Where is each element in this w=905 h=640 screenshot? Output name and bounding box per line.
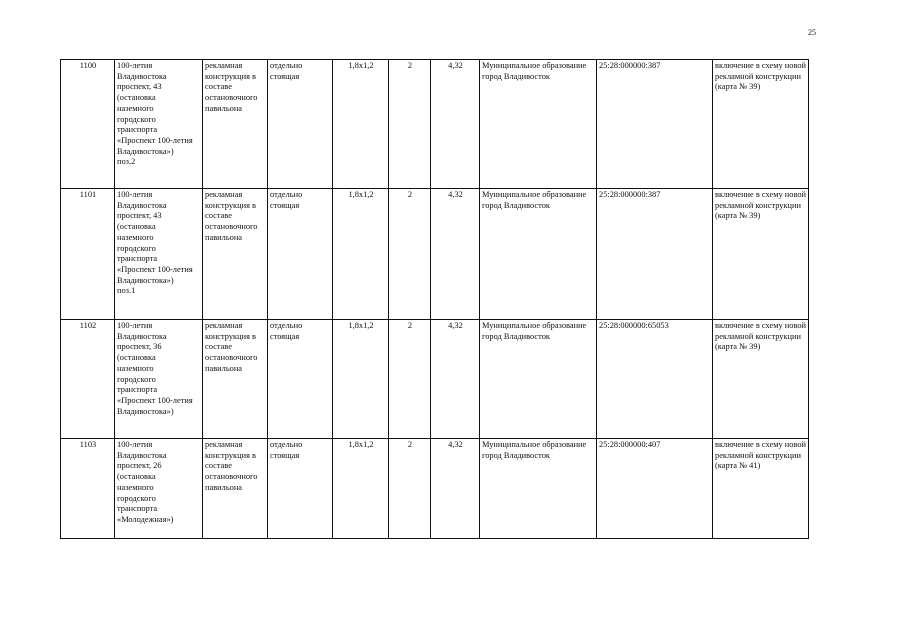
note-line: включение в схему новой [715,190,807,199]
type-line: остановочного [205,472,258,482]
kind-line: отдельно [270,190,303,199]
kind-line: отдельно [270,321,303,330]
type-line: составе [205,211,232,221]
size-cell: 1,8x1,2 [333,189,389,320]
address-line: наземного [117,103,154,113]
note-line: рекламной конструкции [715,450,801,460]
address-line: проспект, 43 [117,82,162,92]
table-row [61,439,809,539]
type-line: рекламная [205,321,243,330]
address-line: проспект, 36 [117,342,162,352]
type-line: павильона [205,482,243,492]
placement-kind-cell [268,439,333,539]
owner-line: Муниципальное образование [482,440,587,449]
type-line: павильона [205,103,243,113]
address-line: (остановка [117,472,156,482]
type-line: рекламная [205,190,243,199]
area-cell: 4,32 [431,320,480,439]
structure-type-cell [203,60,268,189]
structure-type-cell [203,320,268,439]
sides-cell: 2 [389,320,431,439]
type-line: остановочного [205,353,258,363]
note-line: (карта № 39) [715,211,761,221]
address-line: городского [117,374,156,384]
address-line: (остановка [117,222,156,232]
owner-line: город Владивосток [482,450,550,460]
owner-cell [480,189,597,320]
type-line: рекламная [205,61,243,70]
row-number: 1100 [61,60,115,189]
note-line: рекламной конструкции [715,331,801,341]
owner-line: город Владивосток [482,200,550,210]
note-line: включение в схему новой [715,321,807,330]
address-line: Владивостока [117,200,167,210]
type-line: составе [205,82,232,92]
address-line: 100-летия [117,440,153,449]
address-cell [115,320,203,439]
kind-line: стоящая [270,331,300,341]
structure-type-cell [203,189,268,320]
type-line: конструкция в [205,71,256,81]
owner-line: Муниципальное образование [482,321,587,330]
address-line: городского [117,114,156,124]
type-line: павильона [205,232,243,242]
address-line: 100-летия [117,61,153,70]
placement-kind-cell [268,60,333,189]
owner-line: город Владивосток [482,331,550,341]
sides-cell: 2 [389,60,431,189]
address-line: транспорта [117,504,158,514]
kind-line: стоящая [270,450,300,460]
address-line: «Проспект 100-летия [117,395,193,405]
size-cell: 1,8x1,2 [333,439,389,539]
address-line: Владивостока [117,450,167,460]
address-line: 100-летия [117,321,153,330]
cadastral-number-cell: 25:28:000000:65053 [597,320,713,439]
address-line: Владивостока») [117,406,174,416]
address-line: (остановка [117,93,156,103]
address-cell [115,189,203,320]
address-line: городского [117,243,156,253]
note-line: рекламной конструкции [715,200,801,210]
address-line: транспорта [117,385,158,395]
note-cell [713,189,809,320]
cadastral-number-cell: 25:28:000000:387 [597,60,713,189]
note-line: включение в схему новой [715,440,807,449]
address-line: Владивостока [117,331,167,341]
owner-line: Муниципальное образование [482,190,587,199]
sides-cell: 2 [389,439,431,539]
sides-cell: 2 [389,189,431,320]
table-row [61,60,809,189]
address-line: «Молодежная») [117,514,174,524]
note-line: (карта № 41) [715,461,761,471]
advertising-structures-table [60,59,809,539]
owner-line: город Владивосток [482,71,550,81]
address-line: наземного [117,482,154,492]
kind-line: стоящая [270,71,300,81]
size-cell: 1,8x1,2 [333,320,389,439]
address-line: проспект, 43 [117,211,162,221]
note-cell [713,320,809,439]
type-line: конструкция в [205,450,256,460]
address-cell [115,439,203,539]
owner-cell [480,439,597,539]
size-cell: 1,8x1,2 [333,60,389,189]
kind-line: отдельно [270,61,303,70]
note-cell [713,60,809,189]
address-line: наземного [117,232,154,242]
placement-kind-cell [268,189,333,320]
owner-line: Муниципальное образование [482,61,587,70]
address-line: наземного [117,363,154,373]
note-cell [713,439,809,539]
type-line: рекламная [205,440,243,449]
address-line: городского [117,493,156,503]
kind-line: отдельно [270,440,303,449]
address-line: (остановка [117,353,156,363]
area-cell: 4,32 [431,439,480,539]
row-number: 1101 [61,189,115,320]
type-line: остановочного [205,93,258,103]
address-line: поз.2 [117,157,136,167]
type-line: остановочного [205,222,258,232]
owner-cell [480,320,597,439]
row-number: 1103 [61,439,115,539]
address-line: проспект, 26 [117,461,162,471]
cadastral-number-cell: 25:28:000000:407 [597,439,713,539]
address-cell [115,60,203,189]
note-line: включение в схему новой [715,61,807,70]
owner-cell [480,60,597,189]
address-line: транспорта [117,125,158,135]
address-line: Владивостока») [117,275,174,285]
address-line: Владивостока») [117,146,174,156]
note-line: (карта № 39) [715,342,761,352]
address-line: поз.1 [117,286,136,296]
page-number: 25 [808,28,816,37]
row-number: 1102 [61,320,115,439]
type-line: составе [205,342,232,352]
address-line: «Проспект 100-летия [117,264,193,274]
address-line: транспорта [117,254,158,264]
table-row [61,320,809,439]
structure-type-cell [203,439,268,539]
address-line: «Проспект 100-летия [117,135,193,145]
type-line: конструкция в [205,331,256,341]
note-line: (карта № 39) [715,82,761,92]
note-line: рекламной конструкции [715,71,801,81]
type-line: павильона [205,363,243,373]
address-line: 100-летия [117,190,153,199]
cadastral-number-cell: 25:28:000000:387 [597,189,713,320]
area-cell: 4,32 [431,189,480,320]
type-line: конструкция в [205,200,256,210]
type-line: составе [205,461,232,471]
table-row [61,189,809,320]
placement-kind-cell [268,320,333,439]
area-cell: 4,32 [431,60,480,189]
kind-line: стоящая [270,200,300,210]
address-line: Владивостока [117,71,167,81]
